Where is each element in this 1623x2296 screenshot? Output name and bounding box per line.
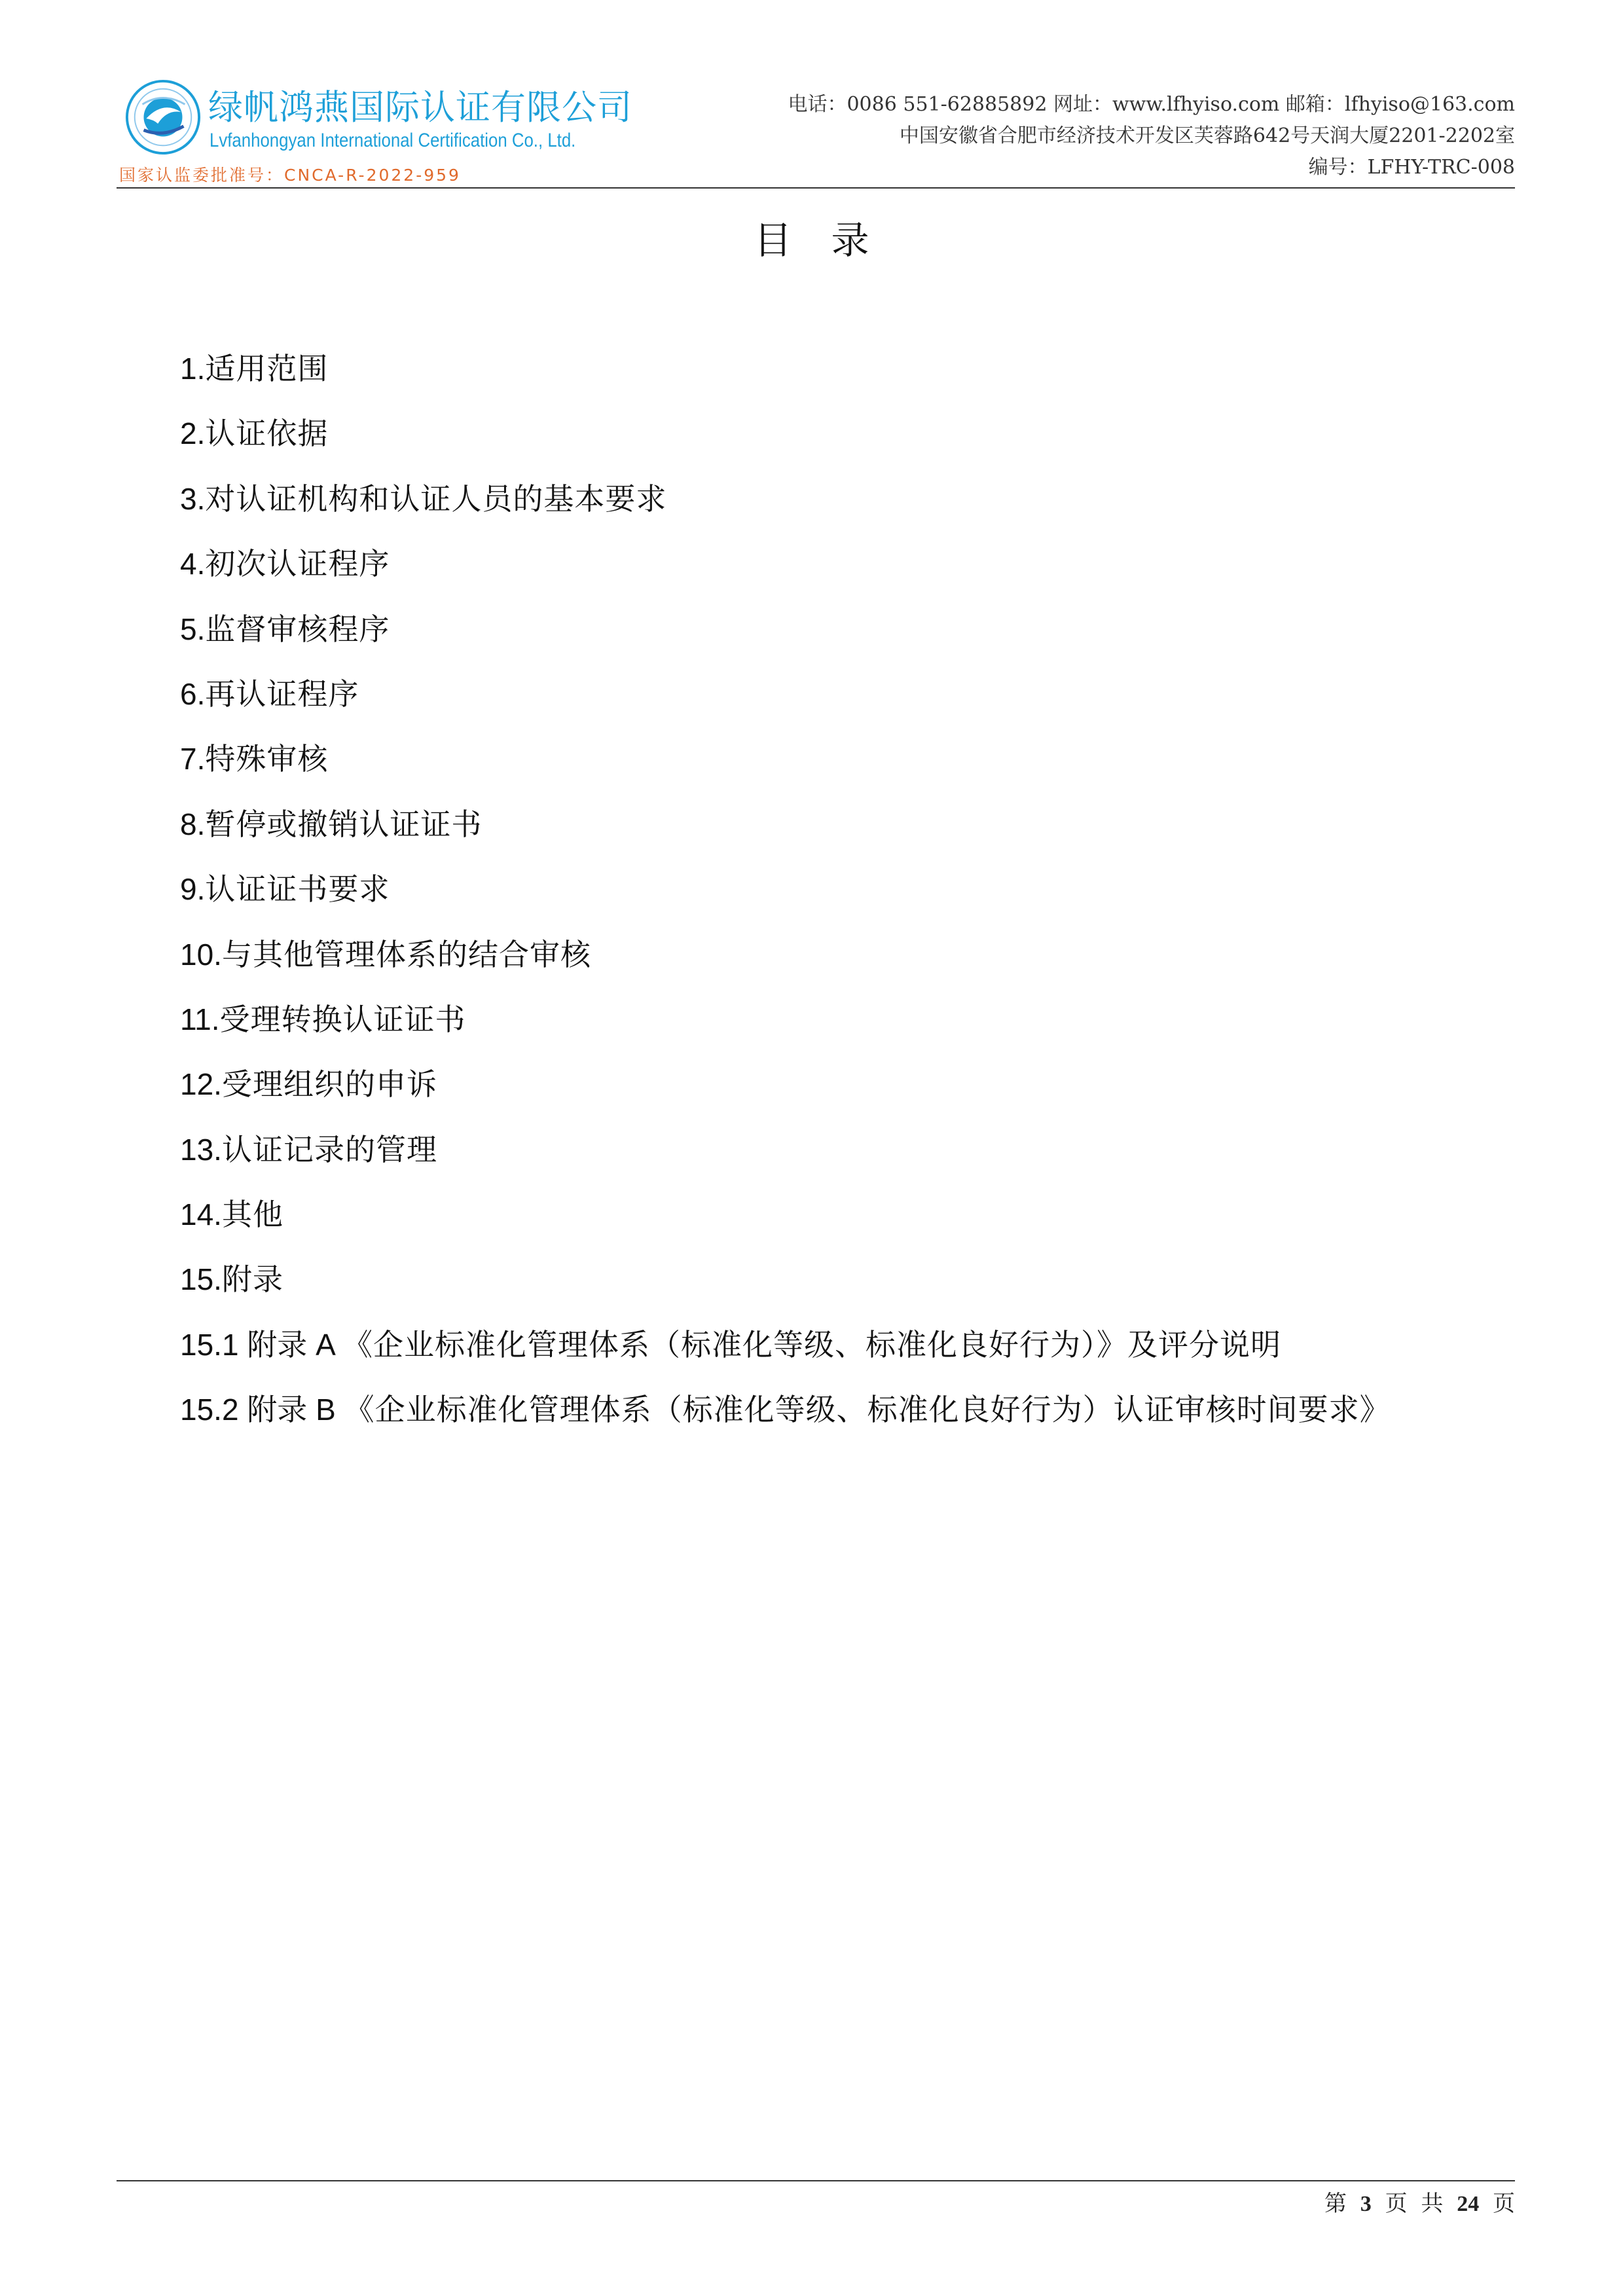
toc-item (180, 1065, 1391, 1129)
toc-text: 再认证程序 (205, 676, 359, 712)
toc-number: 15.1 附录 A (180, 1327, 343, 1362)
page-number (1324, 2185, 1515, 2217)
document-code: 编号：LFHY-TRC-008 (1308, 156, 1515, 179)
header-divider (117, 187, 1515, 189)
toc-item (180, 805, 1391, 869)
toc-number: 14. (180, 1197, 222, 1232)
toc-number: 9. (180, 872, 206, 907)
toc-text: 认证记录的管理 (221, 1131, 437, 1167)
footer-divider (117, 2180, 1515, 2181)
toc-number: 10. (180, 937, 222, 972)
toc-text: 对认证机构和认证人员的基本要求 (205, 481, 667, 517)
toc-item (180, 935, 1391, 1000)
toc-text: 监督审核程序 (205, 611, 390, 647)
page-header (117, 65, 1515, 187)
toc-text: 《企业标准化管理体系（标准化等级、标准化良好行为）认证审核时间要求》 (344, 1392, 1391, 1428)
toc-text: 受理组织的申诉 (221, 1066, 437, 1102)
toc-text: 其他 (221, 1197, 283, 1233)
page-prefix: 第 (1324, 2191, 1347, 2217)
toc-item (180, 674, 1391, 739)
toc-item (180, 739, 1391, 804)
toc-text: 暂停或撤销认证证书 (205, 806, 483, 842)
approval-number: 国家认监委批准号：CNCA-R-2022-959 (119, 166, 461, 185)
page-title: 目录 (754, 218, 909, 263)
toc-number: 5. (180, 611, 206, 646)
toc-text: 《企业标准化管理体系（标准化等级、标准化良好行为）》及评分说明 (342, 1326, 1282, 1362)
current-page: 3 (1360, 2192, 1372, 2216)
toc-number: 11. (180, 1002, 220, 1036)
toc-item (180, 1130, 1391, 1195)
toc-item (180, 1325, 1391, 1390)
toc-number: 13. (180, 1132, 222, 1167)
toc-text: 附录 (221, 1262, 283, 1298)
company-name-cn: 绿帆鸿燕国际认证有限公司 (208, 88, 632, 128)
table-of-contents (180, 349, 1391, 1455)
toc-text: 特殊审核 (205, 741, 329, 777)
toc-number: 8. (180, 807, 206, 841)
toc-text: 与其他管理体系的结合审核 (221, 936, 591, 972)
toc-item (180, 1195, 1391, 1260)
total-pages: 24 (1457, 2192, 1480, 2216)
toc-item (180, 610, 1391, 674)
toc-text: 适用范围 (205, 351, 329, 386)
toc-item (180, 414, 1391, 479)
toc-item (180, 869, 1391, 934)
toc-number: 7. (180, 742, 206, 776)
toc-number: 15.2 附录 B (180, 1393, 344, 1427)
toc-text: 受理转换认证证书 (219, 1001, 466, 1037)
toc-item (180, 349, 1391, 414)
toc-item (180, 479, 1391, 544)
toc-text: 认证证书要求 (205, 871, 390, 907)
toc-number: 2. (180, 416, 206, 451)
toc-number: 1. (180, 352, 206, 386)
toc-number: 6. (180, 676, 206, 711)
toc-number: 3. (180, 481, 206, 516)
toc-item (180, 1390, 1391, 1455)
toc-number: 12. (180, 1067, 222, 1102)
toc-item (180, 544, 1391, 609)
company-logo-icon (124, 79, 202, 156)
toc-item (180, 1000, 1391, 1065)
toc-text: 初次认证程序 (205, 546, 390, 582)
page-suffix: 页 (1493, 2191, 1515, 2217)
contact-block (788, 89, 1515, 183)
company-name-en: Lvfanhongyan International Certification Co., Ltd. (210, 130, 576, 151)
address-line: 中国安徽省合肥市经济技术开发区芙蓉路642号天润大厦2201-2202室 (899, 124, 1515, 147)
toc-text: 认证依据 (205, 416, 329, 452)
contact-line: 电话：0086 551-62885892 网址：www.lfhyiso.com 邮箱：lfhyiso@163.com (788, 93, 1515, 116)
toc-number: 4. (180, 547, 206, 581)
toc-number: 15. (180, 1262, 222, 1297)
toc-item (180, 1260, 1391, 1324)
page-middle: 页 共 (1385, 2191, 1444, 2217)
